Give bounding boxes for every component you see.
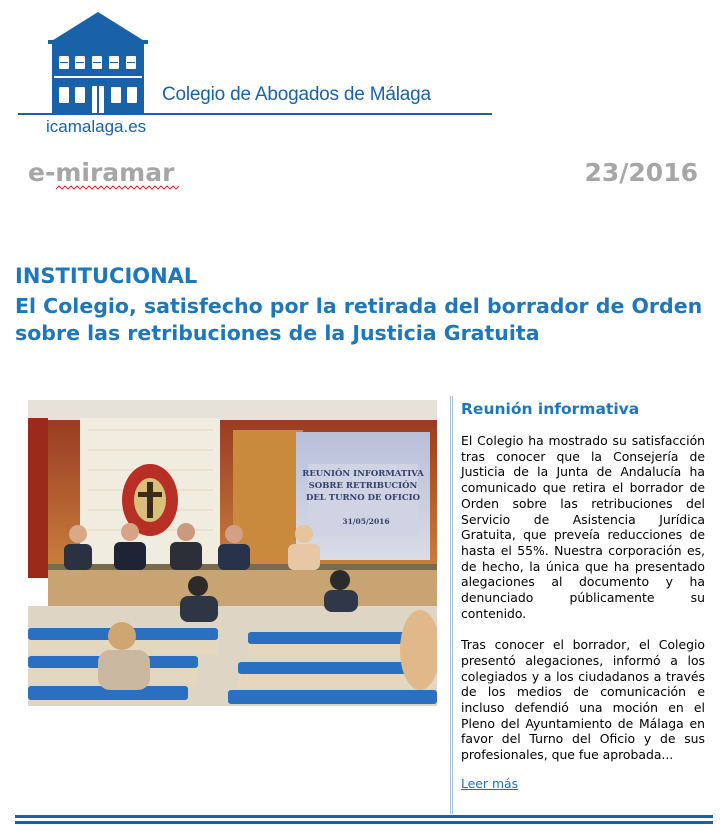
footer-rule-top (15, 815, 713, 818)
section-title: INSTITUCIONAL (15, 264, 198, 288)
column-divider (450, 396, 453, 814)
organization-domain: icamalaga.es (46, 117, 147, 136)
spellcheck-underline (56, 185, 180, 191)
article-headline: El Colegio, satisfecho por la retirada del borrador de Orden sobre las retribuciones de la Justicia Gratuita (15, 294, 703, 345)
building-logo-icon (44, 10, 152, 116)
meeting-photo-image (28, 400, 437, 706)
read-more-link[interactable]: Leer más (461, 776, 519, 791)
issue-number: 23/2016 (584, 158, 698, 187)
screen-line-2: SOBRE RETRIBUCIÓN (308, 481, 418, 491)
article-paragraph-2: Tras conocer el borrador, el Colegio presentó alegaciones, informó a los colegiados y a los ciudadanos a través de los medios de comunicación e incluso defendió una moción en el Pleno del Ayuntamiento de Málaga en favor del Turno del Oficio y de sus profesionales, que fue aprobada... (461, 637, 705, 763)
screen-line-1: REUNIÓN INFORMATIVA (302, 469, 424, 479)
article-subheading: Reunión informativa (461, 400, 640, 418)
screen-line-4: 31/05/2016 (342, 517, 390, 526)
footer-rule-bottom (15, 821, 713, 824)
header (0, 0, 724, 140)
article-body (461, 433, 705, 763)
organization-name: Colegio de Abogados de Málaga (162, 84, 431, 105)
newsletter-name: e-miramar (28, 158, 175, 187)
article-paragraph-1: El Colegio ha mostrado su satisfacción tras conocer que la Consejería de Justicia de la Junta de Andalucía ha comunicado que retira el borrador de Orden sobre las retribuciones del Servicio de Asistencia Jurídica Gratuita, que preveía reducciones de hasta el 55%. Nuestra corporación es, de hecho, la única que ha presentado alegaciones al documento y ha denunciado públicamente su contenido. (461, 433, 705, 621)
logo-divider (18, 113, 492, 115)
article-photo (28, 400, 437, 706)
screen-line-3: DEL TURNO DE OFICIO (305, 493, 421, 503)
